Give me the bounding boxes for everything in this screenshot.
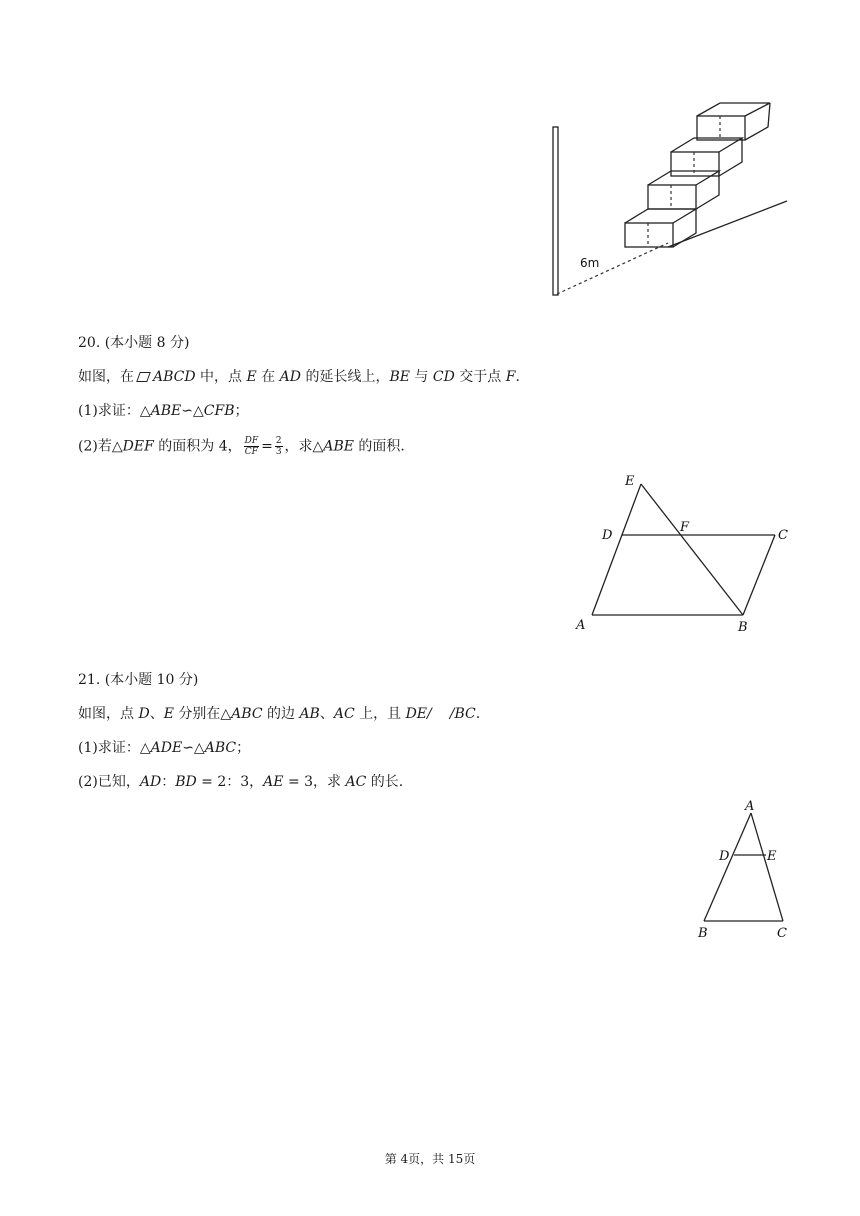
parallelogram-icon xyxy=(136,372,151,382)
label-A: A xyxy=(576,618,586,633)
ground-dashed-line xyxy=(557,243,668,294)
label-F: F xyxy=(680,520,690,535)
label-B: B xyxy=(738,620,748,635)
stairs-figure xyxy=(540,95,800,305)
label-D: D xyxy=(602,528,613,543)
value-fraction: $\frac{2}{3}$ xyxy=(275,436,282,457)
q21-header: 21. (本小题 10 分) xyxy=(78,672,199,688)
line-AB xyxy=(704,813,751,921)
q20-part1: (1)求证：△ABE∽△CFB； xyxy=(78,403,249,419)
label-D: D xyxy=(719,849,730,864)
q20-header: 20. (本小题 8 分) xyxy=(78,335,190,351)
q20-figure xyxy=(570,470,795,640)
q21-intro: 如图，点 D、E 分别在△ABC 的边 AB、AC 上，且 DE/ /BC. xyxy=(78,706,481,722)
label-B: B xyxy=(698,926,708,941)
step-1 xyxy=(625,209,696,247)
q21-figure xyxy=(690,795,800,945)
pole xyxy=(553,127,558,295)
line-CB xyxy=(743,535,775,615)
q20-intro: 如图，在 ABCD 中，点 E 在 AD 的延长线上，BE 与 CD 交于点 F. xyxy=(78,369,520,385)
line-AC xyxy=(751,813,783,921)
label-C: C xyxy=(778,528,788,543)
q21-part2: (2)已知，AD：BD = 2：3，AE = 3，求 AC 的长. xyxy=(78,774,404,790)
label-C: C xyxy=(777,926,787,941)
line-EB xyxy=(641,484,743,615)
ground-line xyxy=(668,201,787,247)
step-3 xyxy=(671,138,742,176)
label-E: E xyxy=(767,849,777,864)
label-E: E xyxy=(625,474,635,489)
label-A: A xyxy=(745,799,755,814)
hidden-edges xyxy=(648,116,720,247)
step-4 xyxy=(697,103,770,140)
ratio-fraction: $\frac{DF}{CF}$ xyxy=(244,436,259,457)
distance-label: 6m xyxy=(580,256,600,270)
q21-part1: (1)求证：△ADE∽△ABC； xyxy=(78,740,251,756)
q20-part2: (2)若△DEF 的面积为 4， $\frac{DF}{CF}$ = $\frac{2}{3}$ ，求△ABE 的面积. xyxy=(78,436,405,457)
line-AE xyxy=(592,484,641,615)
step-2 xyxy=(648,171,719,209)
page-footer: 第 4页，共 15页 xyxy=(384,1152,476,1166)
